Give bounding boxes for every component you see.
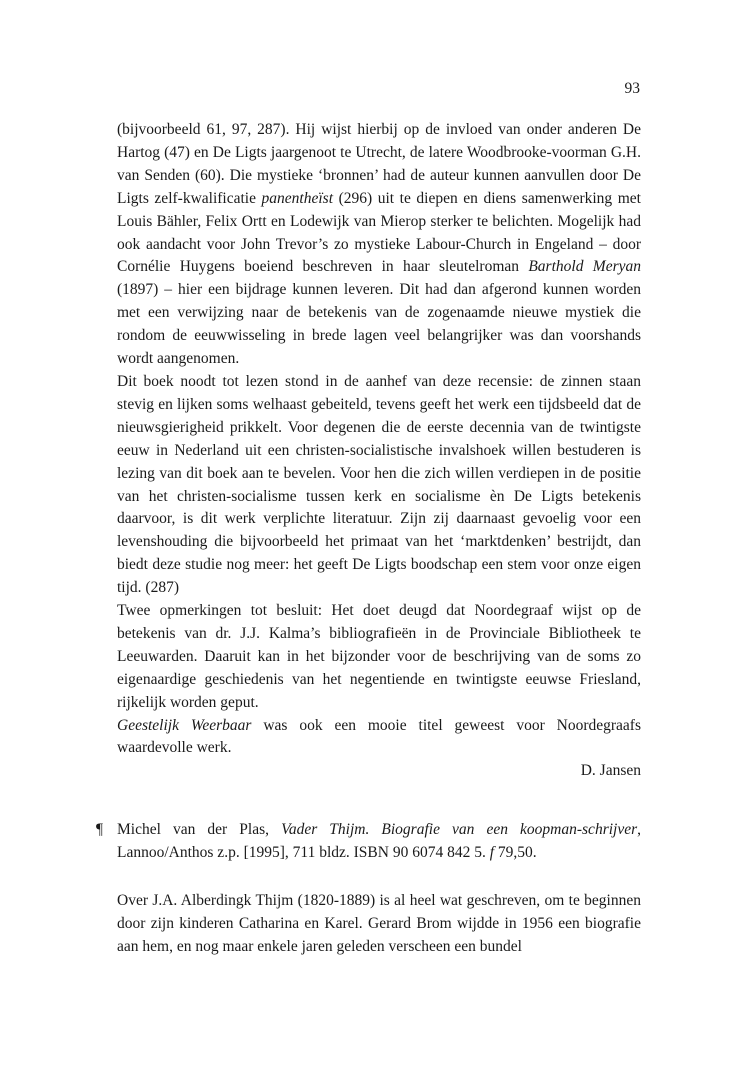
italic-title: Geestelijk Weerbaar — [117, 716, 252, 734]
paragraph-text: (bijvoorbeeld 61, 97, 287). Hij wijst hierbij op de invloed van onder anderen De Hartog (47) en De Ligts jaargenoot te Utrecht, de latere Woodbrooke-voorman G.H. van Senden (60). Die mystieke ‘bronnen’ had de auteur kunnen aanvullen door De Ligts zelf-kwalificatie — [117, 121, 641, 207]
paragraph — [117, 119, 641, 371]
paragraph-text: Twee opmerkingen tot besluit: Het doet deugd dat Noordegraaf wijst op de betekenis van dr. J.J. Kalma’s bibliografieën in de Provinciale Bibliotheek te Leeuwarden. Daaruit kan in het bijzonder voor de beschrijving van de soms zo eigenaardige geschiedenis van het negentiende en twintigste eeuwse Friesland, rijkelijk worden geput. — [117, 602, 641, 711]
paragraph-text: Dit boek noodt tot lezen stond in de aanhef van deze recensie: de zinnen staan stevig en lijken soms welhaast gebeiteld, tevens geeft het werk een tijdsbeeld dat de nieuwsgierigheid prikkelt. Voor degenen die de eerste decennia van de twintigste eeuw in Nederland uit een christen-socialistische invalshoek willen bestuderen is lezing van dit boek aan te bevelen. Voor hen die zich willen verdiepen in de positie van het christen-socialisme tussen kerk en socialisme èn De Ligts betekenis daarvoor, is dit werk verplichte literatuur. Zijn zij daarnaast gevoelig voor een levenshouding die bijvoorbeeld het primaat van het ‘marktdenken’ bestrijdt, dan biedt deze studie nog meer: het geeft De Ligts boodschap een stem voor onze eigen tijd. (287) — [117, 372, 641, 597]
paragraph-text: was ook een mooie titel geweest voor Noordegraafs waardevolle werk. — [117, 716, 641, 757]
paragraph — [117, 600, 641, 715]
paragraph: Over J.A. Alberdingk Thijm (1820-1889) is al heel wat geschreven, om te beginnen door zijn kinderen Catharina en Karel. Gerard Brom wijdde in 1956 een biografie aan hem, en nog maar enkele jaren geleden verscheen een bundel — [117, 892, 641, 955]
citation-publication: , Lannoo/Anthos z.p. [1995], 711 bldz. ISBN 90 6074 842 5. — [117, 821, 642, 861]
review-body — [117, 119, 641, 783]
citation-title: Vader Thijm. Biografie van een koopman-schrijver — [281, 821, 638, 838]
citation-text — [117, 819, 641, 865]
citation-price: 79,50. — [494, 843, 537, 861]
paragraph-text: (1897) – hier een bijdrage kunnen leveren. Dit had dan afgerond kunnen worden met een verwijzing naar de betekenis van de zogenaamde nieuwe mystiek die rondom de eeuwwisseling in brede lagen veel belangrijker was dan voorshands wordt aangenomen. — [117, 281, 641, 368]
reviewer-signature: D. Jansen — [580, 762, 641, 780]
citation-author: Michel van der Plas, — [117, 821, 282, 838]
page-number: 93 — [624, 80, 640, 97]
paragraph-text: (296) uit te diepen en diens samenwerking met Louis Bähler, Felix Ortt en Lodewijk van Mierop sterker te belichten. Mogelijk had ook aandacht voor John Trevor’s zo mystieke Labour-Church in Engeland – door Cornélie Huygens boeiend beschreven in haar sleutelroman — [117, 189, 641, 276]
italic-term: panentheïst — [261, 189, 334, 207]
book-citation — [96, 819, 641, 865]
paragraph — [117, 371, 641, 600]
pilcrow-icon: ¶ — [96, 821, 104, 838]
italic-book-title: Barthold Meryan — [528, 258, 641, 276]
currency-symbol: f — [489, 843, 495, 861]
next-review-body — [117, 890, 641, 959]
paragraph — [117, 715, 641, 761]
